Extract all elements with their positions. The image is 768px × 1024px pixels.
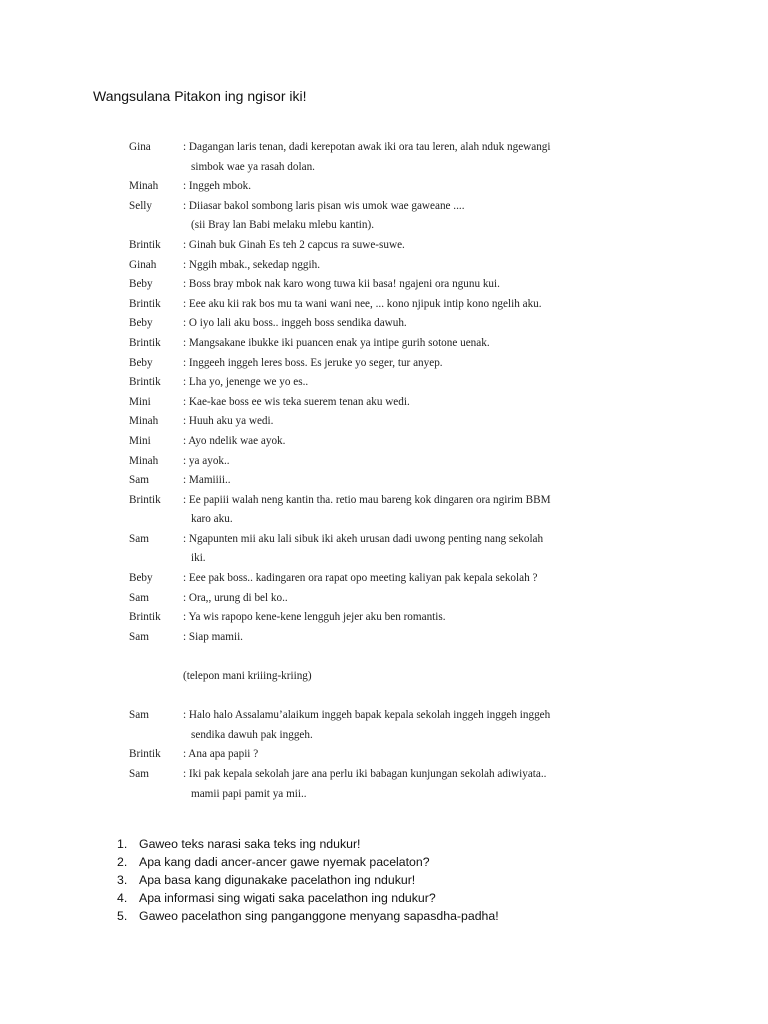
speech-line: : Kae-kae boss ee wis teka suerem tenan aku wedi. <box>183 395 410 408</box>
question-number: 4. <box>117 891 128 905</box>
speech-line-continued: (sii Bray lan Babi melaku mlebu kantin). <box>191 219 374 232</box>
speaker-name: Beby <box>129 572 153 585</box>
speech-text <box>183 236 599 256</box>
dialogue-line <box>129 354 599 374</box>
speech-text <box>183 432 599 452</box>
speech-text <box>183 177 599 197</box>
stage-direction-row <box>129 667 599 687</box>
speech-text <box>183 256 599 276</box>
speech-line: : Eee pak boss.. kadingaren ora rapat opo meeting kaliyan pak kepala sekolah ? <box>183 572 538 585</box>
speech-line-continued: sendika dawuh pak inggeh. <box>191 728 313 741</box>
speech-text <box>183 530 599 569</box>
dialogue-line <box>129 745 599 765</box>
dialogue-line <box>129 452 599 472</box>
speaker-name: Brintik <box>129 611 161 624</box>
speech-text <box>183 706 599 745</box>
speech-line: : Ya wis rapopo kene-kene lengguh jejer aku ben romantis. <box>183 611 446 624</box>
dialogue-line <box>129 373 599 393</box>
dialogue-line <box>129 608 599 628</box>
speech-line: : O iyo lali aku boss.. inggeh boss sendika dawuh. <box>183 317 407 330</box>
dialogue-line <box>129 706 599 745</box>
question-item <box>117 907 637 925</box>
dialogue-line <box>129 628 599 648</box>
speaker-name: Brintik <box>129 376 161 389</box>
speech-text <box>183 314 599 334</box>
question-text: Apa informasi sing wigati saka pacelathon ing ndukur? <box>139 891 436 905</box>
speech-text <box>183 197 599 236</box>
speaker-name: Brintik <box>129 336 161 349</box>
speech-text <box>183 608 599 628</box>
speech-text <box>183 275 599 295</box>
speech-text <box>183 745 599 765</box>
speech-line: : Boss bray mbok nak karo wong tuwa kii basa! ngajeni ora ngunu kui. <box>183 278 500 291</box>
speech-line: : Ana apa papii ? <box>183 748 259 761</box>
stage-direction: (telepon mani kriiing-kriing) <box>183 670 312 683</box>
speech-line: : Ngapunten mii aku lali sibuk iki akeh urusan dadi uwong penting nang sekolah <box>183 532 544 545</box>
speech-line: : Nggih mbak., sekedap nggih. <box>183 258 321 271</box>
dialogue-line <box>129 138 599 177</box>
speech-line: : Huuh aku ya wedi. <box>183 415 274 428</box>
dialogue-line <box>129 177 599 197</box>
speech-text <box>183 569 599 589</box>
dialogue-line <box>129 471 599 491</box>
question-text: Apa basa kang digunakake pacelathon ing ndukur! <box>139 873 416 887</box>
dialogue-line <box>129 765 599 804</box>
question-item <box>117 889 637 907</box>
speech-line: : Ginah buk Ginah Es teh 2 capcus ra suwe-suwe. <box>183 238 405 251</box>
dialogue-line <box>129 275 599 295</box>
speaker-name: Brintik <box>129 748 161 761</box>
dialogue-line <box>129 569 599 589</box>
speech-text <box>183 295 599 315</box>
speaker-name: Minah <box>129 180 159 193</box>
spacer <box>129 687 599 707</box>
speech-text <box>183 452 599 472</box>
speaker-name: Minah <box>129 415 159 428</box>
speech-line: : Ayo ndelik wae ayok. <box>183 434 286 447</box>
dialogue-line <box>129 530 599 569</box>
question-number: 5. <box>117 909 128 923</box>
dialogue-line <box>129 334 599 354</box>
dialogue-line <box>129 589 599 609</box>
dialogue-line <box>129 197 599 236</box>
dialogue-line <box>129 412 599 432</box>
speech-line: : Iki pak kepala sekolah jare ana perlu iki babagan kunjungan sekolah adiwiyata.. <box>183 768 547 780</box>
question-number: 1. <box>117 837 128 851</box>
speech-text <box>183 412 599 432</box>
speech-line-continued: mamii papi pamit ya mii.. <box>191 787 307 800</box>
speaker-name: Beby <box>129 278 153 291</box>
speaker-name: Sam <box>129 630 149 643</box>
speech-text <box>183 354 599 374</box>
speech-text <box>183 589 599 609</box>
spacer <box>129 647 599 667</box>
question-item <box>117 853 637 871</box>
speech-line-continued: simbok wae ya rasah dolan. <box>191 160 315 173</box>
speech-line: : Ora,, urung di bel ko.. <box>183 591 288 604</box>
speaker-name: Mini <box>129 434 151 447</box>
speaker-name: Beby <box>129 356 153 369</box>
dialogue-line <box>129 393 599 413</box>
speech-line: : Halo halo Assalamu’alaikum inggeh bapak kepala sekolah inggeh inggeh inggeh <box>183 709 551 722</box>
speech-line: : Ee papiii walah neng kantin tha. retio mau bareng kok dingaren ora ngirim BBM <box>183 493 551 506</box>
speech-line: : Mangsakane ibukke iki puancen enak ya intipe gurih sotone uenak. <box>183 336 490 349</box>
question-item <box>117 835 637 853</box>
speech-line-continued: iki. <box>191 552 206 565</box>
question-item <box>117 871 637 889</box>
page-heading: Wangsulana Pitakon ing ngisor iki! <box>93 88 307 104</box>
question-list <box>117 835 637 925</box>
speaker-name: Ginah <box>129 258 157 271</box>
speaker-name: Beby <box>129 317 153 330</box>
dialogue-line <box>129 432 599 452</box>
speech-text <box>183 334 599 354</box>
dialogue-line <box>129 256 599 276</box>
dialogue-line <box>129 314 599 334</box>
speech-line: : Inggeh mbok. <box>183 180 252 193</box>
dialogue-block <box>129 138 599 804</box>
speaker-name: Brintik <box>129 297 161 310</box>
speech-line: : Mamiiii.. <box>183 474 231 487</box>
speaker-name: Brintik <box>129 238 161 251</box>
speaker-name: Minah <box>129 454 159 467</box>
speech-line: : Dagangan laris tenan, dadi kerepotan awak iki ora tau leren, alah nduk ngewangi <box>183 141 551 153</box>
speech-text <box>183 373 599 393</box>
speech-text <box>183 628 599 648</box>
dialogue-line <box>129 491 599 530</box>
speaker-name: Sam <box>129 709 149 722</box>
question-text: Apa kang dadi ancer-ancer gawe nyemak pacelaton? <box>139 855 430 869</box>
question-text: Gaweo teks narasi saka teks ing ndukur! <box>139 837 361 851</box>
speech-text <box>183 393 599 413</box>
speech-text <box>183 471 599 491</box>
speaker-name: Sam <box>129 532 149 545</box>
speaker-name: Sam <box>129 474 149 487</box>
speaker-name: Sam <box>129 768 149 780</box>
speech-text <box>183 491 599 530</box>
question-number: 3. <box>117 873 128 887</box>
speech-line: : ya ayok.. <box>183 454 230 467</box>
speaker-name: Selly <box>129 199 152 212</box>
speaker-name: Mini <box>129 395 151 408</box>
speech-line: : Eee aku kii rak bos mu ta wani wani nee, ... kono njipuk intip kono ngelih aku. <box>183 297 542 310</box>
question-number: 2. <box>117 855 128 869</box>
speech-line: : Inggeeh inggeh leres boss. Es jeruke yo seger, tur anyep. <box>183 356 443 369</box>
speech-line-continued: karo aku. <box>191 513 233 526</box>
speech-text <box>183 765 599 804</box>
question-text: Gaweo pacelathon sing panganggone menyang sapasdha-padha! <box>139 909 499 923</box>
speech-line: : Siap mamii. <box>183 630 243 643</box>
speaker-name: Gina <box>129 141 151 153</box>
dialogue-line <box>129 295 599 315</box>
speech-line: : Diiasar bakol sombong laris pisan wis umok wae gaweane .... <box>183 199 465 212</box>
speaker-name: Brintik <box>129 493 161 506</box>
speech-text <box>183 138 599 177</box>
speech-line: : Lha yo, jenenge we yo es.. <box>183 376 309 389</box>
speaker-name: Sam <box>129 591 149 604</box>
dialogue-line <box>129 236 599 256</box>
